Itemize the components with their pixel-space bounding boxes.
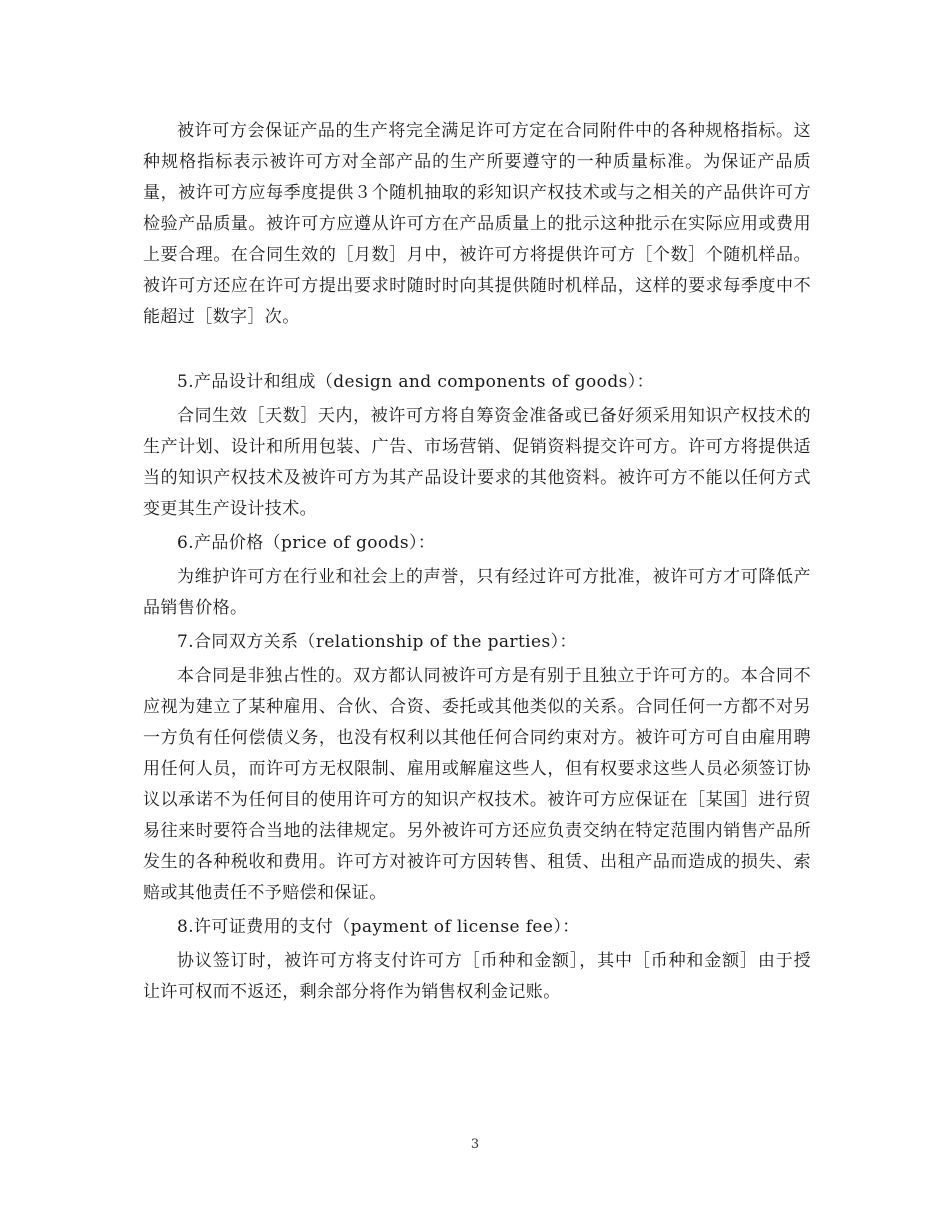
section-heading-design-components: 5.产品设计和组成（design and components of goods）： <box>177 372 655 392</box>
paragraph-license-fee: 协议签订时，被许可方将支付许可方［币种和金额］，其中［币种和金额］由于授让许可权而不返还，剩余部分将作为销售权利金记账。 <box>143 951 811 1002</box>
paragraph-price: 为维护许可方在行业和社会上的声誉，只有经过许可方批准，被许可方才可降低产品销售价格。 <box>143 567 811 618</box>
section-heading-relationship: 7.合同双方关系（relationship of the parties）： <box>177 632 577 652</box>
document-body <box>143 116 811 1008</box>
paragraph-quality-standards: 被许可方会保证产品的生产将完全满足许可方定在合同附件中的各种规格指标。这种规格指标表示被许可方对全部产品的生产所要遵守的一种质量标准。为保证产品质量，被许可方应每季度提供３个随机抽取的彩知识产权技术或与之相关的产品供许可方检验产品质量。被许可方应遵从许可方在产品质量上的批示这种批示在实际应用或费用上要合理。在合同生效的［月数］月中，被许可方将提供许可方［个数］个随机样品。被许可方还应在许可方提出要求时随时时向其提供随时机样品，这样的要求每季度中不能超过［数字］次。 <box>143 121 811 327</box>
page-number: 3 <box>470 1137 480 1152</box>
section-heading-price: 6.产品价格（price of goods）： <box>177 533 436 553</box>
paragraph-relationship: 本合同是非独占性的。双方都认同被许可方是有别于且独立于许可方的。本合同不应视为建立了某种雇用、合伙、合资、委托或其他类似的关系。合同任何一方都不对另一方负有任何偿债义务，也没有权利以其他任何合同约束对方。被许可方可自由雇用聘用任何人员，而许可方无权限制、雇用或解雇这些人，但有权要求这些人员必须签订协议以承诺不为任何目的使用许可方的知识产权技术。被许可方应保证在［某国］进行贸易往来时要符合当地的法律规定。另外被许可方还应负责交纳在特定范围内销售产品所发生的各种税收和费用。许可方对被许可方因转售、租赁、出租产品而造成的损失、索赔或其他责任不予赔偿和保证。 <box>143 666 811 903</box>
section-heading-license-fee: 8.许可证费用的支付（payment of license fee）： <box>177 917 580 937</box>
paragraph-design-components: 合同生效［天数］天内，被许可方将自筹资金准备或已备好须采用知识产权技术的生产计划、设计和所用包装、广告、市场营销、促销资料提交许可方。许可方将提供适当的知识产权技术及被许可方为其产品设计要求的其他资料。被许可方不能以任何方式变更其生产设计技术。 <box>143 406 811 519</box>
